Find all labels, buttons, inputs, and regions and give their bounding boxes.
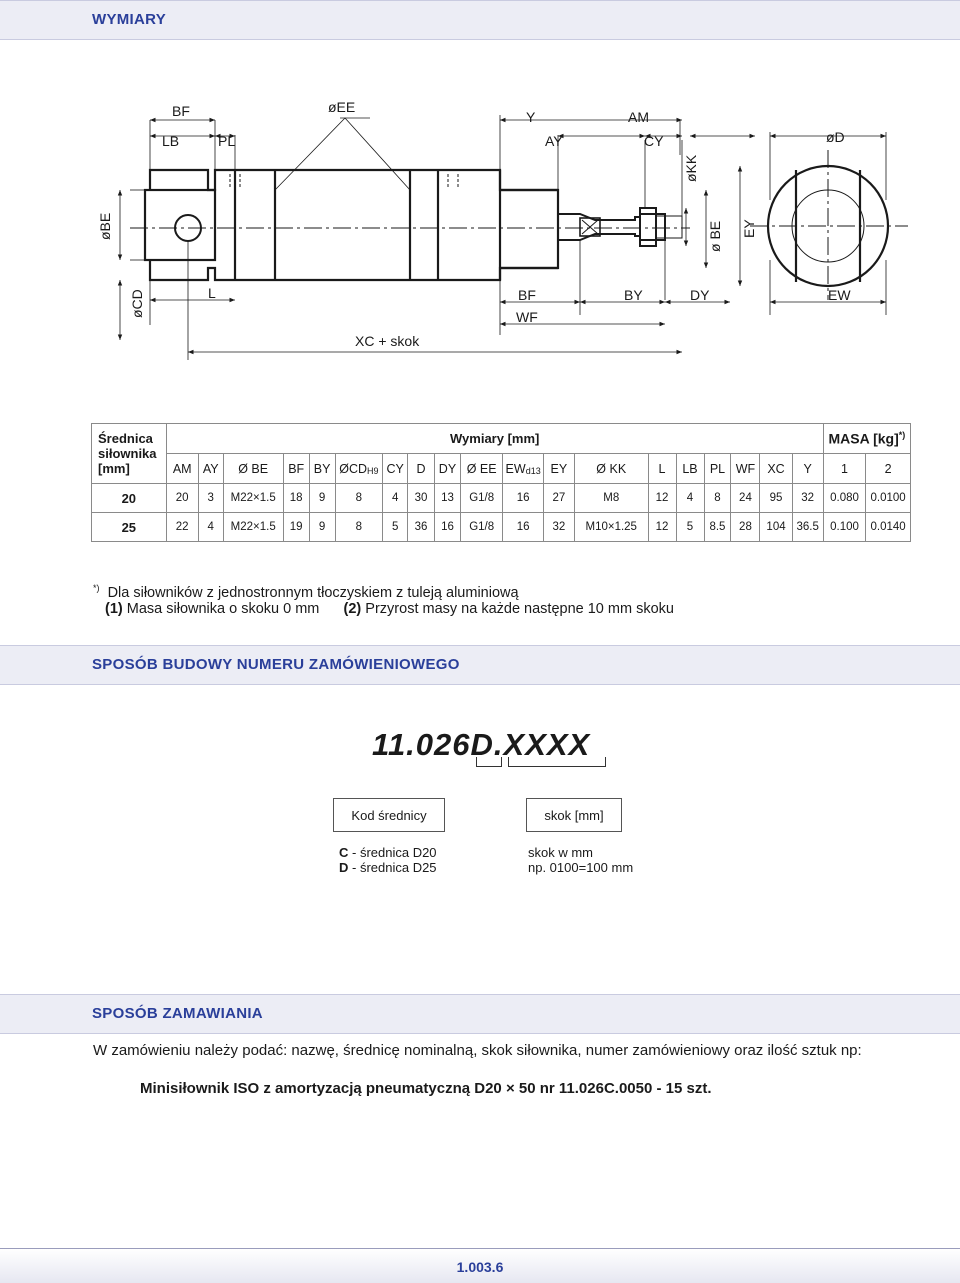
stroke-code-box: skok [mm] (526, 798, 622, 832)
col-header: WF (731, 454, 760, 484)
table-cell: 30 (408, 484, 435, 513)
ordering-instruction: W zamówieniu należy podać: nazwę, średnicę nominalną, skok siłownika, numer zamówieniowy oraz ilość sztuk np: (93, 1042, 862, 1059)
footnote-line-1: *) Dla siłowników z jednostronnym tłoczyskiem z tuleją aluminiową (93, 583, 519, 601)
table-cell: 4 (676, 484, 704, 513)
table-cell: 5 (383, 513, 408, 542)
mass-header: MASA [kg]*) (823, 424, 910, 454)
col-header: BY (309, 454, 335, 484)
table-cell: 16 (435, 513, 461, 542)
table-cell: 8 (335, 513, 383, 542)
table-cell: 5 (676, 513, 704, 542)
label-L: L (208, 285, 216, 301)
label-BE-right: ø BE (707, 220, 723, 252)
table-cell: 104 (760, 513, 792, 542)
dims-header: Wymiary [mm] (166, 424, 823, 454)
table-cell: 32 (792, 484, 823, 513)
table-cell: 24 (731, 484, 760, 513)
label-EE: øEE (328, 99, 356, 115)
ordering-example: Minisiłownik ISO z amortyzacją pneumatyczną D20 × 50 nr 11.026C.0050 - 15 szt. (140, 1080, 712, 1097)
table-cell: 4 (383, 484, 408, 513)
ordering-code-header-band (0, 645, 960, 685)
diameter-code-box: Kod średnicy (333, 798, 445, 832)
table-cell: M8 (574, 484, 648, 513)
table-cell: 32 (543, 513, 574, 542)
col-header: EY (543, 454, 574, 484)
col-header: $EW_{d13}$ (503, 454, 543, 484)
col-header: Ø KK (574, 454, 648, 484)
cylinder-dimension-drawing (90, 90, 930, 380)
col-header: Ø EE (460, 454, 502, 484)
label-LB: LB (162, 133, 180, 149)
col-header: $ØCD_{H9}$ (335, 454, 383, 484)
label-BE-left: øBE (97, 212, 113, 240)
col-header: BF (283, 454, 309, 484)
page-number: 1.003.6 (0, 1248, 960, 1283)
row-diameter: 25 (92, 513, 167, 542)
table-cell: 16 (503, 513, 543, 542)
table-cell: 13 (435, 484, 461, 513)
label-BF-top: BF (172, 103, 190, 119)
dimensions-table (91, 423, 911, 542)
table-cell: 18 (283, 484, 309, 513)
table-cell: M10×1.25 (574, 513, 648, 542)
col-header: Ø BE (223, 454, 283, 484)
table-row (92, 484, 911, 513)
table-cell: G1/8 (460, 484, 502, 513)
table-cell: 27 (543, 484, 574, 513)
table-cell: 22 (166, 513, 198, 542)
footnote-line-2: (1) Masa siłownika o skoku 0 mm (2) Przyrost masy na każde następne 10 mm skoku (105, 601, 674, 617)
col-header: D (408, 454, 435, 484)
diameter-code-bracket (476, 757, 502, 767)
table-cell: 28 (731, 513, 760, 542)
table-cell: 19 (283, 513, 309, 542)
diameter-code-legend: C - średnica D20 D - średnica D25 (339, 845, 437, 875)
table-cell: 9 (309, 513, 335, 542)
ordering-code-title: SPOSÓB BUDOWY NUMERU ZAMÓWIENIOWEGO (92, 656, 460, 673)
label-BF-bottom: BF (518, 287, 536, 303)
col-header: CY (383, 454, 408, 484)
table-cell: 12 (648, 484, 676, 513)
label-EY: EY (741, 219, 757, 238)
table-cell: 8 (704, 484, 731, 513)
table-cell: G1/8 (460, 513, 502, 542)
label-XC: XC + skok (355, 333, 420, 349)
label-BY: BY (624, 287, 643, 303)
table-cell: 12 (648, 513, 676, 542)
table-cell: 0.0100 (866, 484, 911, 513)
col-header: AY (198, 454, 223, 484)
order-code: 11.026D.XXXX (372, 727, 591, 762)
table-cell: 0.080 (823, 484, 865, 513)
table-cell: 20 (166, 484, 198, 513)
table-cell: 8 (335, 484, 383, 513)
label-KK: øKK (683, 154, 699, 182)
label-CD: øCD (129, 289, 145, 318)
table-cell: 9 (309, 484, 335, 513)
label-PL: PL (218, 133, 236, 149)
col-header: XC (760, 454, 792, 484)
label-Y: Y (526, 109, 536, 125)
label-AM: AM (628, 109, 649, 125)
table-cell: 0.0140 (866, 513, 911, 542)
col-header: DY (435, 454, 461, 484)
col-header: 1 (823, 454, 865, 484)
dimensions-title: WYMIARY (92, 11, 167, 28)
col-header: Y (792, 454, 823, 484)
label-D: øD (826, 129, 845, 145)
col-header: AM (166, 454, 198, 484)
dimensions-header-band (0, 0, 960, 40)
table-cell: M22×1.5 (223, 513, 283, 542)
stroke-code-bracket (508, 757, 606, 767)
table-cell: 95 (760, 484, 792, 513)
table-cell: 16 (503, 484, 543, 513)
diameter-header: Średnica siłownika [mm] (92, 424, 167, 484)
label-WF: WF (516, 309, 538, 325)
stroke-code-legend: skok w mm np. 0100=100 mm (528, 845, 634, 875)
table-cell: 36 (408, 513, 435, 542)
table-cell: 0.100 (823, 513, 865, 542)
table-cell: 3 (198, 484, 223, 513)
table-cell: 36.5 (792, 513, 823, 542)
ordering-header-band (0, 994, 960, 1034)
label-AY: AY (545, 133, 563, 149)
table-cell: M22×1.5 (223, 484, 283, 513)
col-header: L (648, 454, 676, 484)
col-header: PL (704, 454, 731, 484)
table-cell: 4 (198, 513, 223, 542)
column-header-row (92, 454, 911, 484)
col-header: LB (676, 454, 704, 484)
label-CY: CY (644, 133, 664, 149)
label-DY: DY (690, 287, 710, 303)
ordering-title: SPOSÓB ZAMAWIANIA (92, 1005, 263, 1022)
label-EW: EW (828, 287, 851, 303)
col-header: 2 (866, 454, 911, 484)
table-cell: 8.5 (704, 513, 731, 542)
row-diameter: 20 (92, 484, 167, 513)
table-row (92, 513, 911, 542)
